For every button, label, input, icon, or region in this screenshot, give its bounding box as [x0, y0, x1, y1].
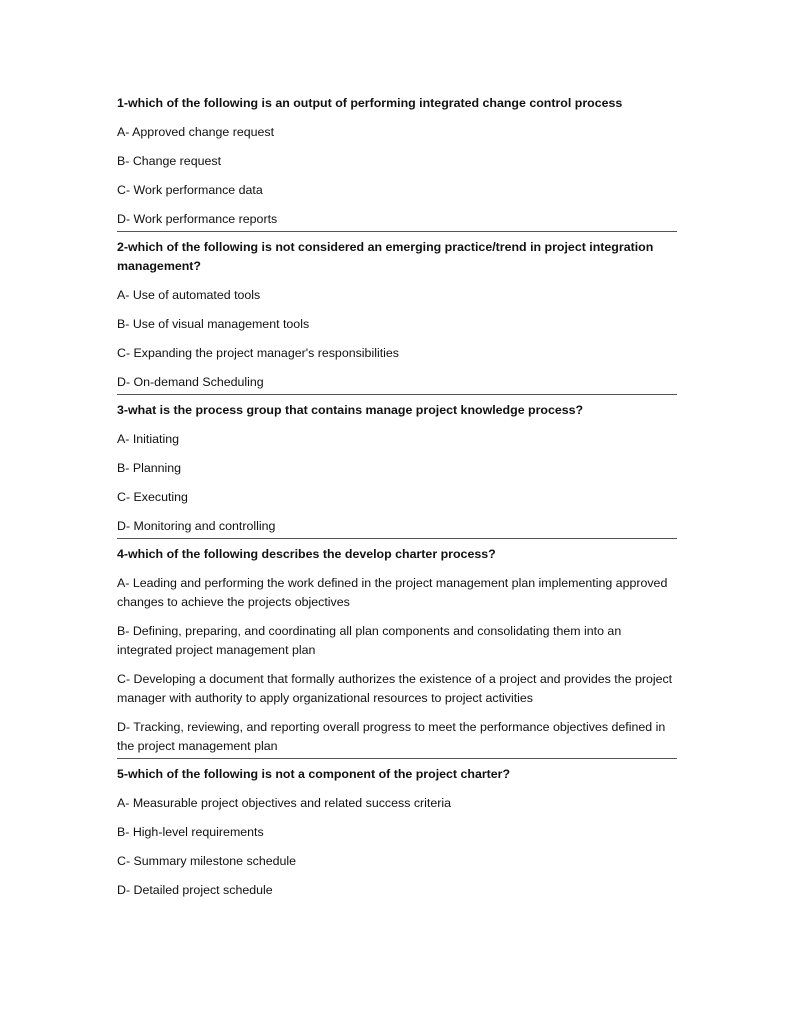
answer-option: D- Monitoring and controlling — [117, 519, 276, 533]
question-title: 4-which of the following describes the develop charter process? — [117, 547, 496, 561]
answer-option: A- Leading and performing the work defined in the project management plan implementing approved changes to achieve the projects objectives — [117, 576, 668, 609]
answer-option: B- Use of visual management tools — [117, 317, 310, 331]
question-2 — [117, 238, 677, 395]
answer-option: D- Detailed project schedule — [117, 883, 273, 897]
answer-option: C- Executing — [117, 490, 188, 504]
answer-option: C- Expanding the project manager's responsibilities — [117, 346, 399, 360]
question-title: 5-which of the following is not a component of the project charter? — [117, 767, 511, 781]
question-title: 3-what is the process group that contains manage project knowledge process? — [117, 403, 584, 417]
question-title: 1-which of the following is an output of performing integrated change control process — [117, 96, 623, 110]
answer-option: A- Use of automated tools — [117, 288, 261, 302]
answer-option: B- Planning — [117, 461, 182, 475]
answer-option: B- Defining, preparing, and coordinating all plan components and consolidating them into an integrated project management plan — [117, 624, 622, 657]
answer-option: D- Work performance reports — [117, 212, 278, 226]
question-5 — [117, 765, 677, 902]
answer-option: A- Initiating — [117, 432, 179, 446]
answer-option: A- Measurable project objectives and related success criteria — [117, 796, 452, 810]
answer-option: A- Approved change request — [117, 125, 275, 139]
answer-option: C- Developing a document that formally authorizes the existence of a project and provides the project manager with authority to apply organizational resources to project activities — [117, 672, 673, 705]
question-title: 2-which of the following is not considered an emerging practice/trend in project integration management? — [117, 240, 654, 273]
answer-option: C- Summary milestone schedule — [117, 854, 297, 868]
answer-option: B- High-level requirements — [117, 825, 264, 839]
question-3 — [117, 401, 677, 539]
answer-option: D- Tracking, reviewing, and reporting overall progress to meet the performance objectives defined in the project management plan — [117, 720, 666, 753]
answer-option: B- Change request — [117, 154, 222, 168]
question-1 — [117, 94, 677, 232]
answer-option: C- Work performance data — [117, 183, 263, 197]
question-4 — [117, 545, 677, 759]
answer-option: D- On-demand Scheduling — [117, 375, 264, 389]
